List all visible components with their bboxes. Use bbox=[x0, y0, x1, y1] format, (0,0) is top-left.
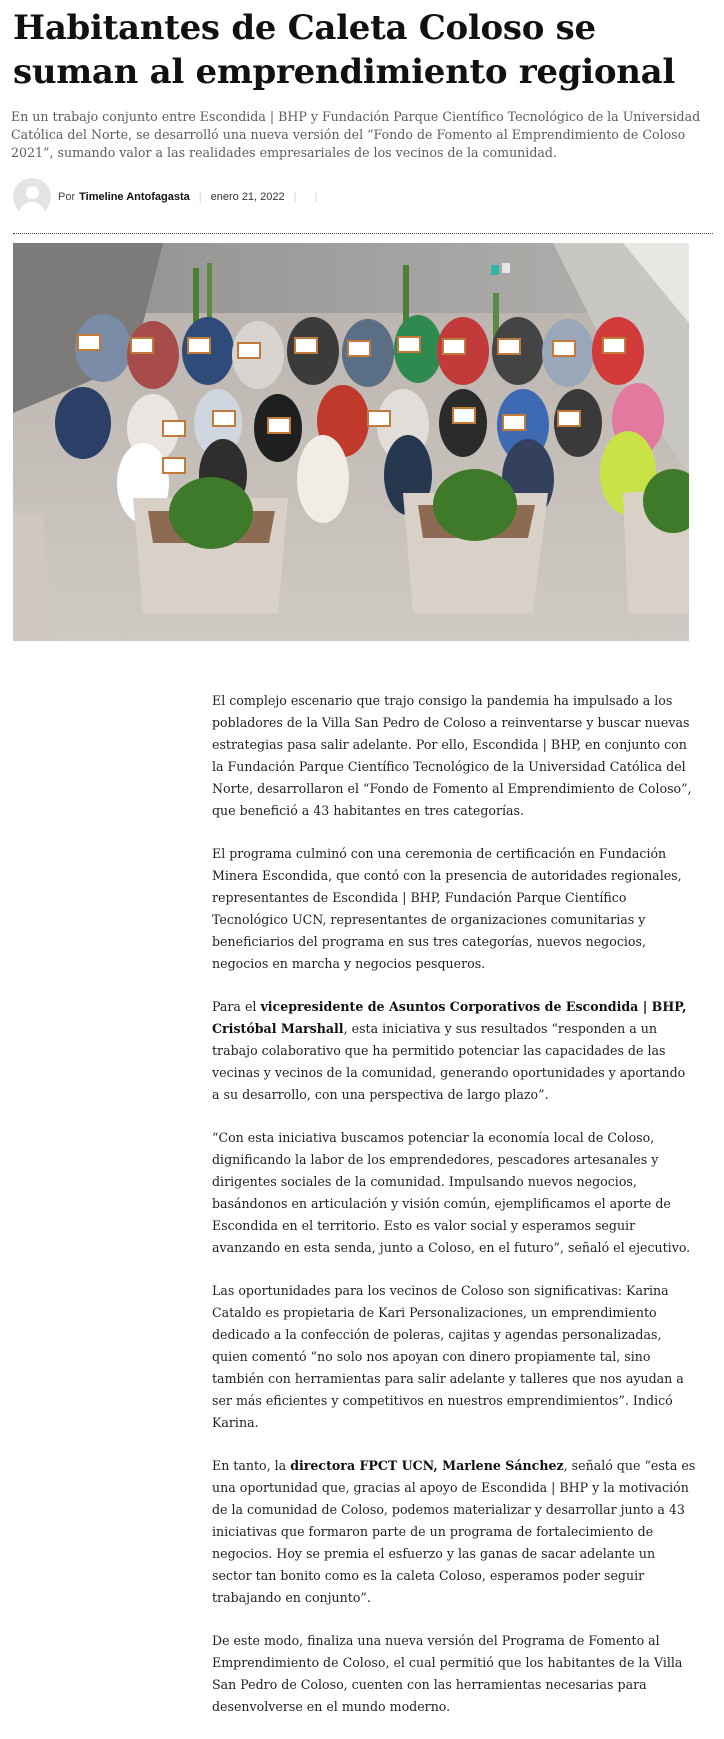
paragraph-text: Para el bbox=[212, 999, 261, 1014]
paragraph: El complejo escenario que trajo consigo la pandemia ha impulsado a los pobladores de la Villa San Pedro de Coloso a reinventarse y buscar nuevas estrategias pasa salir adelante. Por ello, Escondida | BHP, en conjunto con la Fundación Parque Científico Tecnológico de la Universidad Católica del Norte, desarrollaron el “Fondo de Fomento al Emprendimiento de Coloso”, que benefició a 43 habitantes en tres categorías. bbox=[212, 693, 692, 818]
article-title: Habitantes de Caleta Coloso se suman al emprendimiento regional bbox=[13, 8, 675, 92]
meta-separator: | bbox=[293, 191, 297, 203]
article-subtitle: En un trabajo conjunto entre Escondida | BHP y Fundación Parque Científico Tecnológico de la Universidad Católica del Norte, se desarrolló una nueva versión del “Fondo de Fomento al Emprendimiento de Coloso 2021”, sumando valor a las realidades empresariales de los vecinos de la comunidad. bbox=[11, 109, 701, 160]
article-body bbox=[212, 690, 696, 1739]
author-avatar[interactable] bbox=[13, 178, 51, 216]
paragraph-text: , esta iniciativa y sus resultados “responden a un trabajo colaborativo que ha permitido potenciar las capacidades de las vecinas y vecinos de la comunidad, generando oportunidades y aportando a su desarrollo, con una perspectiva de largo plazo”. bbox=[212, 1021, 686, 1102]
featured-image bbox=[13, 243, 689, 641]
paragraph-text: En tanto, la bbox=[212, 1458, 291, 1473]
paragraph-bold-text: directora FPCT UCN, Marlene Sánchez bbox=[290, 1458, 564, 1473]
avatar-body-icon bbox=[19, 202, 45, 216]
header-divider bbox=[13, 233, 713, 234]
paragraph-text: , señaló que “esta es una oportunidad que, gracias al apoyo de Escondida | BHP y la motivación de la comunidad de Coloso, podemos materializar y desarrollar junto a 43 iniciativas que formaron parte de un programa de fortalecimiento de negocios. Hoy se premia el esfuerzo y las ganas de sacar adelante un sector tan bonito como es la caleta Coloso, esperamos poder seguir trabajando en conjunto”. bbox=[212, 1458, 696, 1605]
paragraph bbox=[212, 1455, 696, 1609]
paragraph: El programa culminó con una ceremonia de certificación en Fundación Minera Escondida, que contó con la presencia de autoridades regionales, representantes de Escondida | BHP, Fundación Parque Científico Tecnológico UCN, representantes de organizaciones comunitarias y beneficiarios del programa en sus tres categorías, nuevos negocios, negocios en marcha y negocios pesqueros. bbox=[212, 846, 682, 971]
publish-date: enero 21, 2022 bbox=[210, 191, 285, 203]
paragraph: “Con esta iniciativa buscamos potenciar la economía local de Coloso, dignificando la labor de los emprendedores, pescadores artesanales y dirigentes sociales de la comunidad. Impulsando nuevos negocios, basándonos en articulación y visión común, ejemplificamos el aporte de Escondida en el territorio. Esto es valor social y esperamos seguir avanzando en esta senda, junto a Coloso, en el futuro”, señaló el ejecutivo. bbox=[212, 1130, 691, 1255]
paragraph: De este modo, finaliza una nueva versión del Programa de Fomento al Emprendimiento de Coloso, el cual permitió que los habitantes de la Villa San Pedro de Coloso, cuenten con las herramientas necesarias para desenvolverse en el mundo moderno. bbox=[212, 1633, 683, 1714]
paragraph-bold-text: vicepresidente de Asuntos Corporativos de Escondida | BHP, Cristóbal Marshall bbox=[212, 999, 687, 1036]
author-link[interactable]: Timeline Antofagasta bbox=[79, 191, 190, 203]
avatar-head-icon bbox=[26, 186, 39, 199]
article-meta bbox=[13, 178, 326, 216]
meta-separator: | bbox=[198, 191, 202, 203]
meta-separator: | bbox=[314, 191, 318, 203]
paragraph bbox=[212, 996, 696, 1106]
paragraph: Las oportunidades para los vecinos de Coloso son significativas: Karina Cataldo es propietaria de Kari Personalizaciones, un emprendimiento dedicado a la confección de poleras, cajitas y agendas personalizadas, quien comentó “no solo nos apoyan con dinero propiamente tal, sino también con herramientas para salir adelante y talleres que nos ayudan a ser más eficientes y competitivos en nuestros emprendimientos”. Indicó Karina. bbox=[212, 1283, 684, 1430]
by-label: Por bbox=[58, 191, 76, 203]
